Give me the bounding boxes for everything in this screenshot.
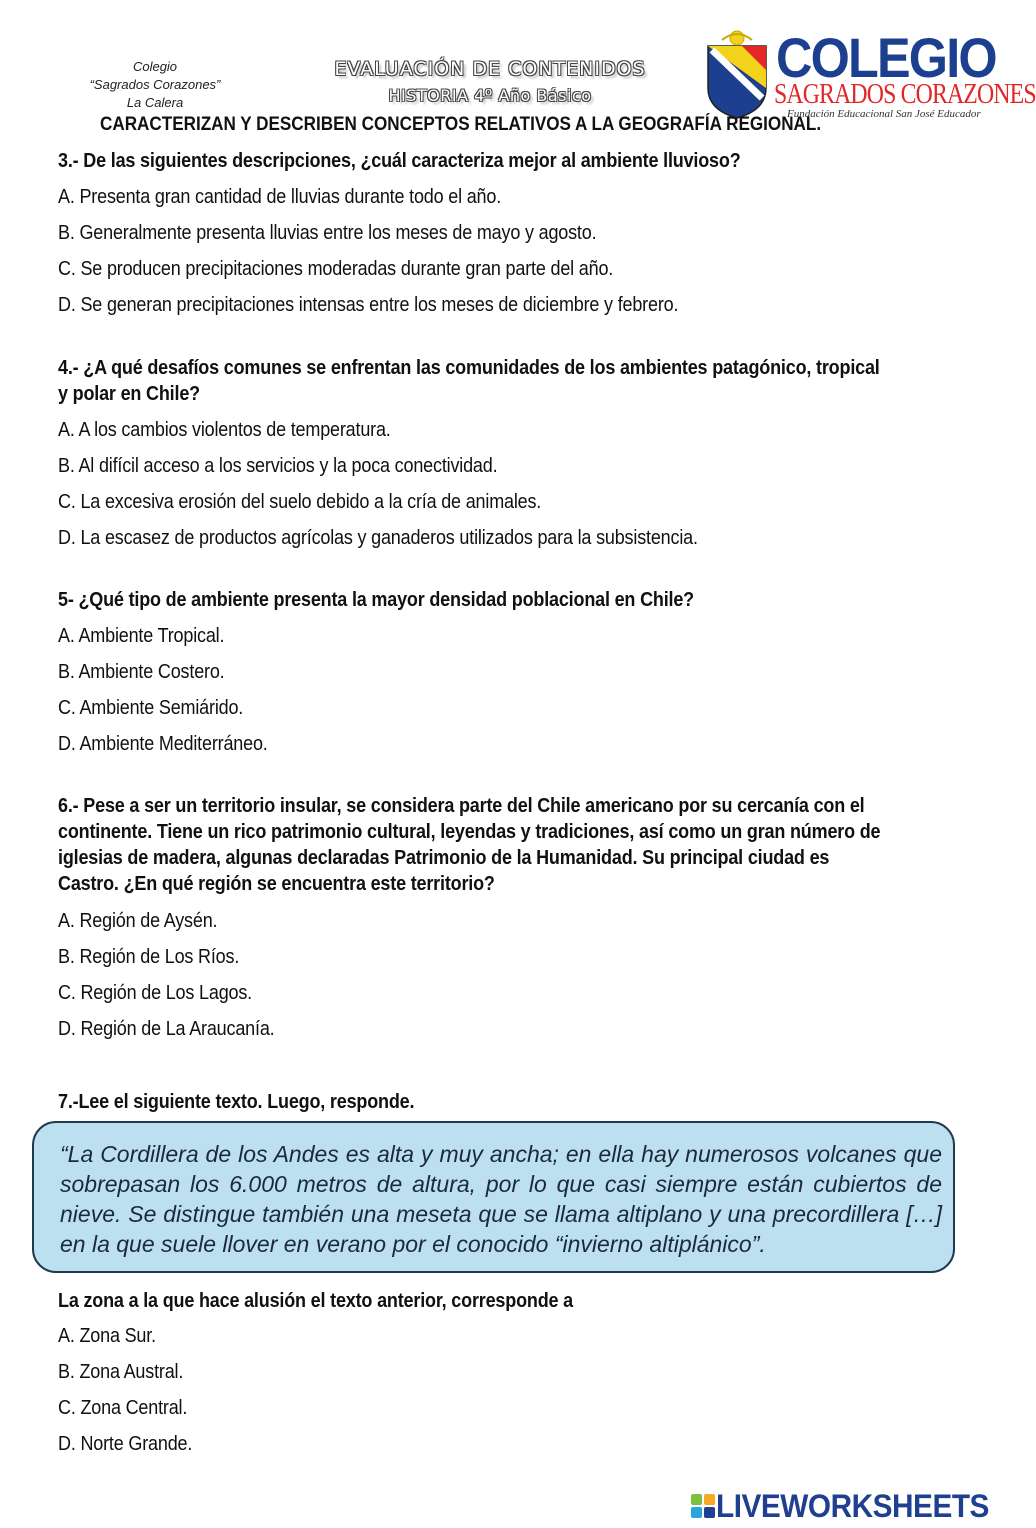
question-4-line-1: 4.- ¿A qué desafíos comunes se enfrentan las comunidades de los ambientes patagónico, tropical [58, 357, 880, 379]
logo-script-text: Fundación Educacional San José Educador [787, 108, 981, 120]
q7-option-d[interactable]: D. Norte Grande. [58, 1433, 193, 1455]
q4-option-c[interactable]: C. La excesiva erosión del suelo debido a la cría de animales. [58, 491, 542, 513]
q3-option-a[interactable]: A. Presenta gran cantidad de lluvias durante todo el año. [58, 186, 502, 208]
question-7: 7.-Lee el siguiente texto. Luego, responde. [58, 1091, 415, 1113]
question-6-line-1: 6.- Pese a ser un territorio insular, se considera parte del Chile americano por su cercanía con el [58, 795, 865, 817]
question-6-line-4: Castro. ¿En qué región se encuentra este territorio? [58, 873, 495, 895]
q7-option-a[interactable]: A. Zona Sur. [58, 1325, 156, 1347]
q3-option-b[interactable]: B. Generalmente presenta lluvias entre los meses de mayo y agosto. [58, 222, 597, 244]
q3-option-d[interactable]: D. Se generan precipitaciones intensas entre los meses de diciembre y febrero. [58, 294, 679, 316]
logo-main-text: COLEGIO [776, 26, 996, 89]
question-4 [58, 355, 940, 407]
question-6-line-3: iglesias de madera, algunas declaradas Patrimonio de la Humanidad. Su principal ciudad es [58, 847, 830, 869]
question-4-line-2: y polar en Chile? [58, 383, 200, 405]
q5-option-c[interactable]: C. Ambiente Semiárido. [58, 697, 244, 719]
question-7-prompt: La zona a la que hace alusión el texto anterior, corresponde a [58, 1290, 574, 1312]
liveworksheets-text: LIVEWORKSHEETS [716, 1488, 989, 1524]
q4-option-b[interactable]: B. Al difícil acceso a los servicios y la poca conectividad. [58, 455, 498, 477]
q6-option-d[interactable]: D. Región de La Araucanía. [58, 1018, 275, 1040]
question-3: 3.- De las siguientes descripciones, ¿cuál caracteriza mejor al ambiente lluvioso? [58, 150, 741, 172]
evaluation-title: EVALUACIÓN DE CONTENIDOS [334, 58, 646, 80]
q5-option-b[interactable]: B. Ambiente Costero. [58, 661, 225, 683]
school-line-1: Colegio [132, 59, 178, 74]
school-logo [702, 26, 1036, 123]
question-6-line-2: continente. Tiene un rico patrimonio cultural, leyendas y tradiciones, así como un gran número de [58, 821, 881, 843]
school-line-2: “Sagrados Corazones” [89, 77, 221, 92]
q5-option-a[interactable]: A. Ambiente Tropical. [58, 625, 225, 647]
q7-option-b[interactable]: B. Zona Austral. [58, 1361, 184, 1383]
q4-option-d[interactable]: D. La escasez de productos agrícolas y ganaderos utilizados para la subsistencia. [58, 527, 698, 549]
q5-option-d[interactable]: D. Ambiente Mediterráneo. [58, 733, 268, 755]
q3-option-c[interactable]: C. Se producen precipitaciones moderadas durante gran parte del año. [58, 258, 614, 280]
q6-option-c[interactable]: C. Región de Los Lagos. [58, 982, 252, 1004]
section-heading: CARACTERIZAN Y DESCRIBEN CONCEPTOS RELATIVOS A LA GEOGRAFÍA REGIONAL. [100, 114, 822, 135]
q6-option-a[interactable]: A. Región de Aysén. [58, 910, 218, 932]
liveworksheets-icon [690, 1493, 716, 1519]
school-name-block [70, 58, 240, 112]
q6-option-b[interactable]: B. Región de Los Ríos. [58, 946, 240, 968]
question-6 [58, 793, 940, 897]
logo-sub-text: SAGRADOS CORAZONES [774, 79, 1036, 110]
quote-text: “La Cordillera de los Andes es alta y muy ancha; en ella hay numerosos volcanes que sobrepasan los 6.000 metros de altura, por lo que casi siempre están cubiertos de nieve. Se distingue también una meseta que se llama altiplano y una precordillera […] en la que suele llover en verano por el conocido “invierno altiplánico”. [60, 1141, 942, 1257]
evaluation-subtitle: HISTORIA 4º Año Básico [388, 86, 592, 105]
crest-icon [702, 28, 772, 120]
q7-option-c[interactable]: C. Zona Central. [58, 1397, 188, 1419]
q4-option-a[interactable]: A. A los cambios violentos de temperatura. [58, 419, 391, 441]
question-5: 5- ¿Qué tipo de ambiente presenta la mayor densidad poblacional en Chile? [58, 589, 695, 611]
school-line-3: La Calera [126, 95, 184, 110]
